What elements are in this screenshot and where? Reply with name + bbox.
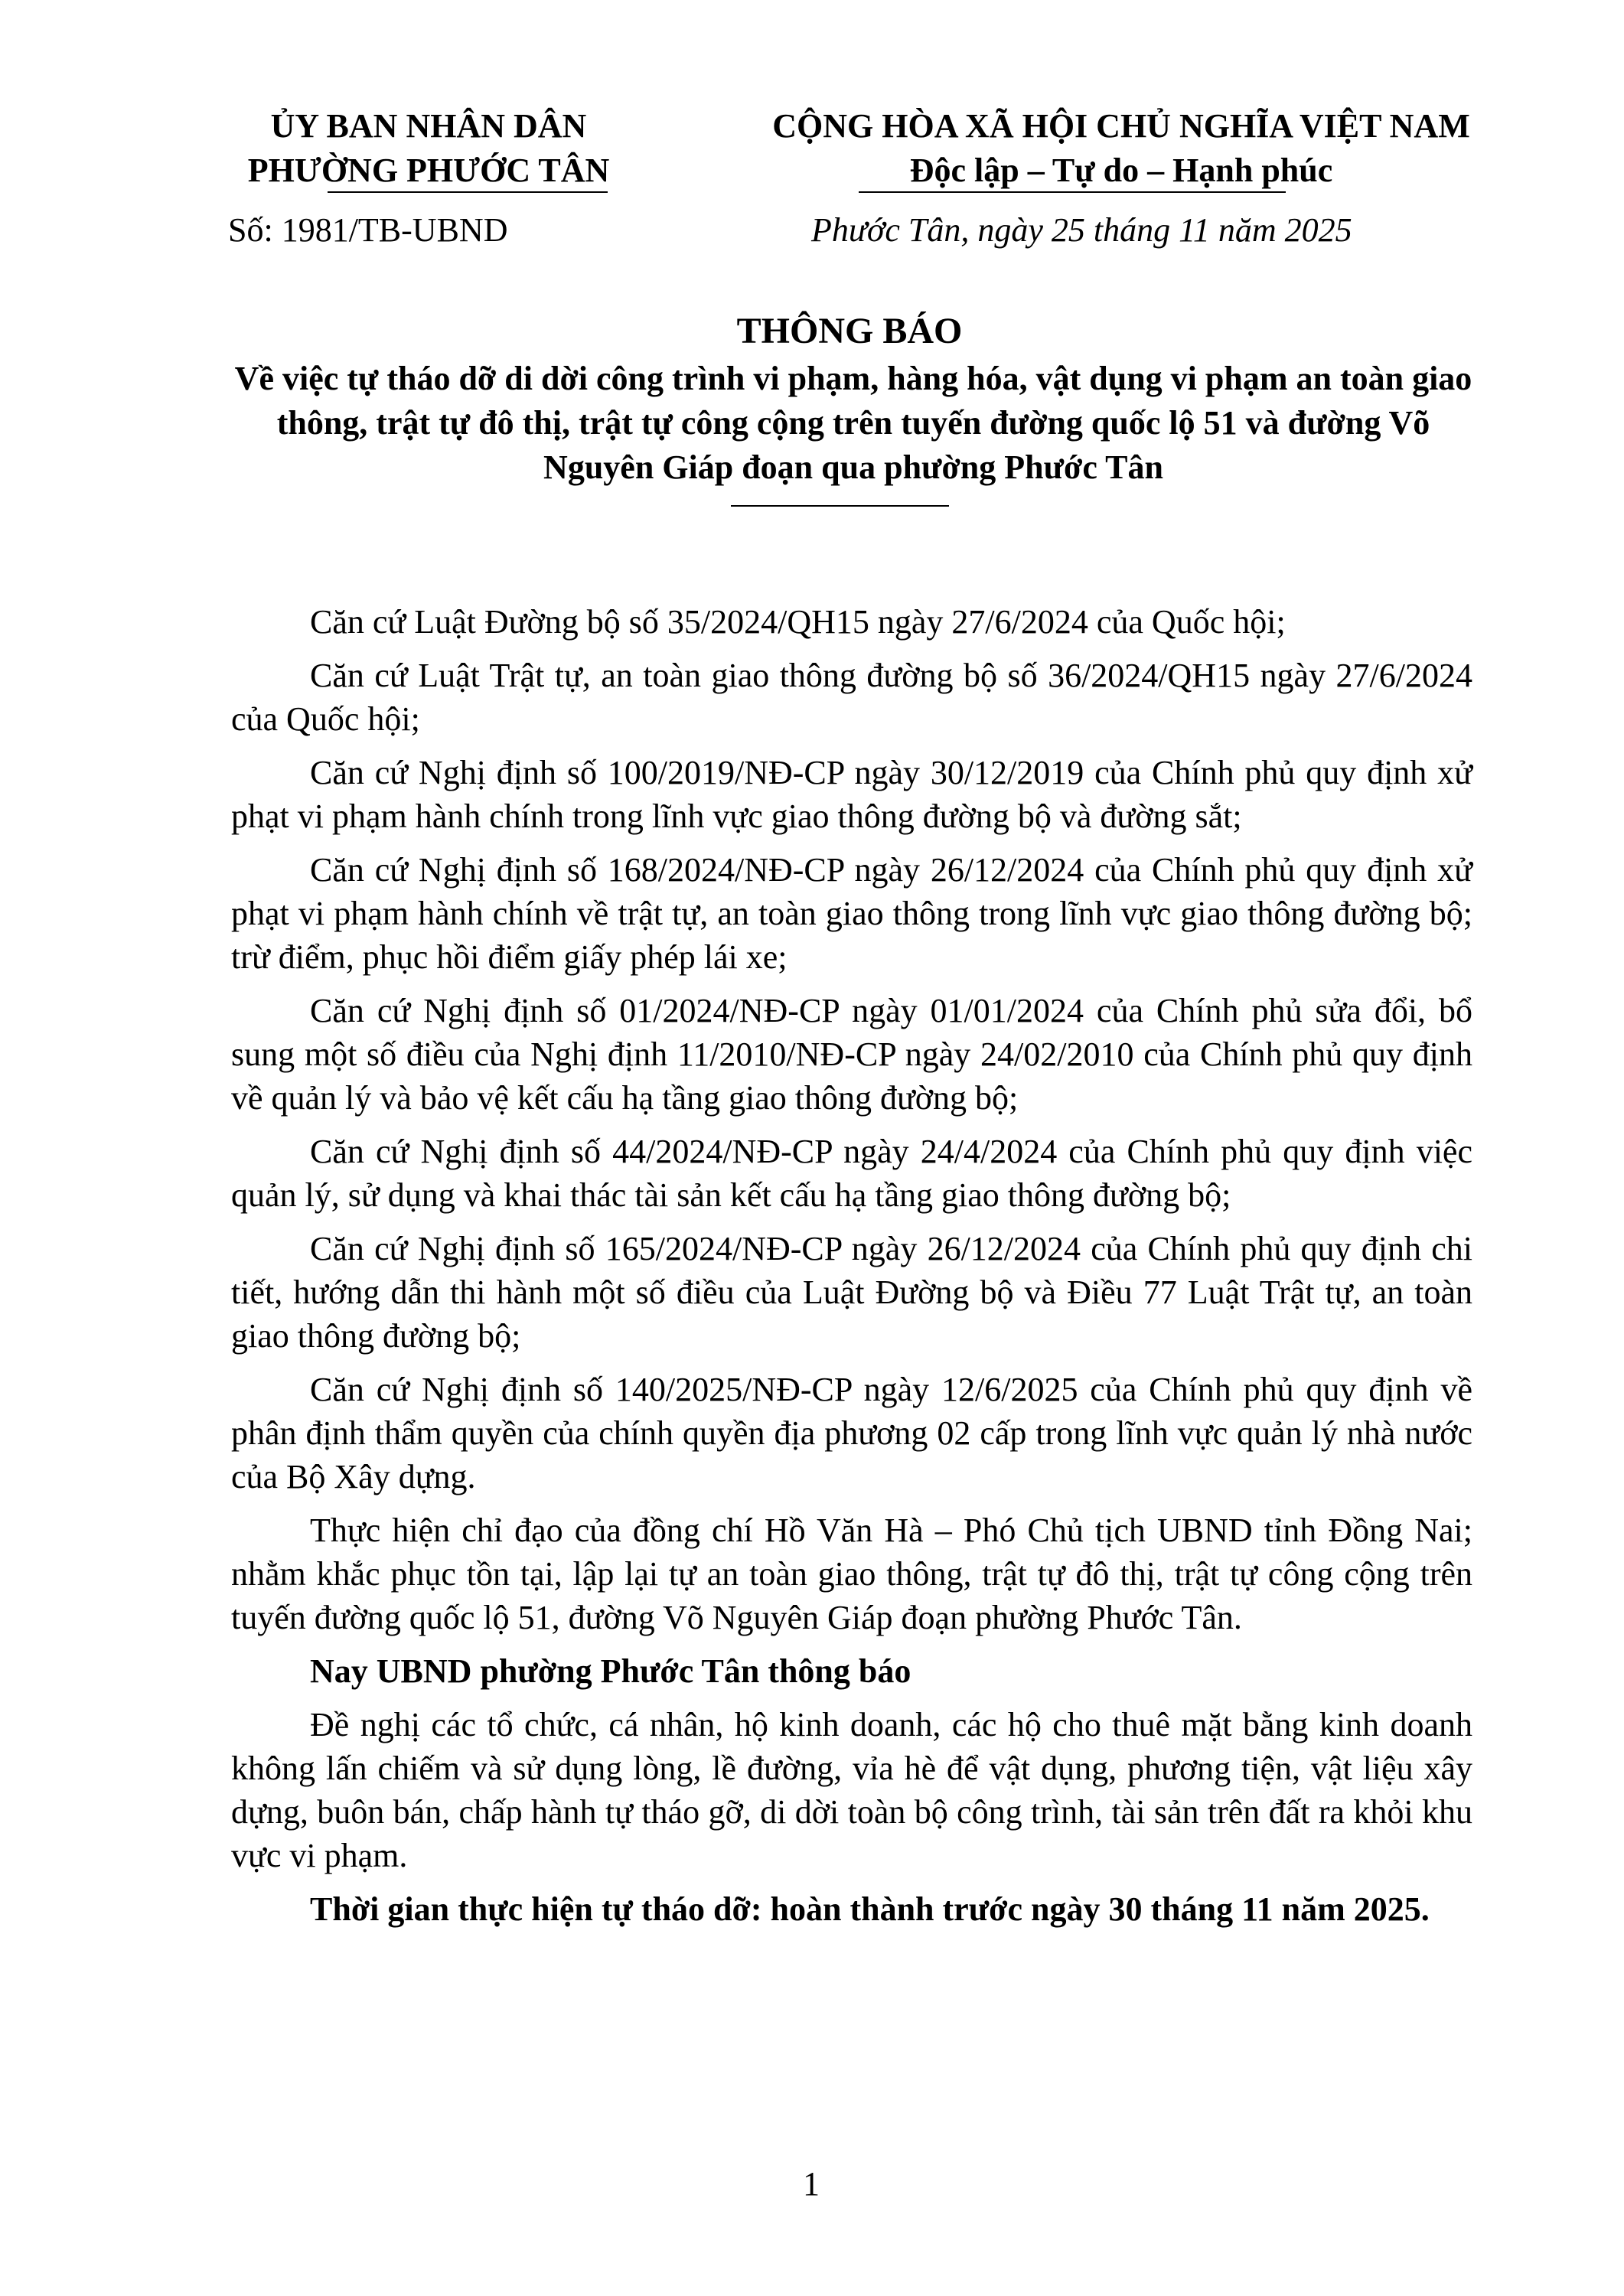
legal-basis-paragraph: Căn cứ Nghị định số 100/2019/NĐ-CP ngày 30/12/2019 của Chính phủ quy định xử phạt vi phạm hành chính trong lĩnh vực giao thông đường bộ và đường sắt; — [231, 754, 1472, 835]
authority-underline — [328, 191, 608, 193]
place-date: Phước Tân, ngày 25 tháng 11 năm 2025 — [811, 211, 1352, 249]
subject-underline — [731, 505, 949, 507]
legal-basis-paragraph: Căn cứ Nghị định số 140/2025/NĐ-CP ngày 12/6/2025 của Chính phủ quy định về phân định thẩm quyền của chính quyền địa phương 02 cấp trong lĩnh vực quản lý nhà nước của Bộ Xây dựng. — [231, 1371, 1472, 1495]
deadline-paragraph: Thời gian thực hiện tự tháo dỡ: hoàn thành trước ngày 30 tháng 11 năm 2025. — [310, 1890, 1430, 1928]
legal-basis-paragraph: Căn cứ Nghị định số 168/2024/NĐ-CP ngày 26/12/2024 của Chính phủ quy định xử phạt vi phạm hành chính về trật tự, an toàn giao thông trong lĩnh vực giao thông đường bộ; trừ điểm, phục hồi điểm giấy phép lái xe; — [231, 851, 1472, 976]
authority-line-1: ỦY BAN NHÂN DÂN — [270, 107, 587, 145]
legal-basis-paragraph: Căn cứ Nghị định số 01/2024/NĐ-CP ngày 01/01/2024 của Chính phủ sửa đổi, bổ sung một số điều của Nghị định 11/2010/NĐ-CP ngày 24/02/2010 của Chính phủ quy định về quản lý và bảo vệ kết cấu hạ tầng giao thông đường bộ; — [231, 992, 1472, 1117]
authority-line-2: PHƯỜNG PHƯỚC TÂN — [247, 152, 610, 189]
request-paragraph: Đề nghị các tổ chức, cá nhân, hộ kinh doanh, các hộ cho thuê mặt bằng kinh doanh không lấn chiếm và sử dụng lòng, lề đường, vỉa hè để vật dụng, phương tiện, vật liệu xây dựng, buôn bán, chấp hành tự tháo gỡ, di dời toàn bộ công trình, tài sản trên đất ra khỏi khu vực vi phạm. — [231, 1706, 1472, 1874]
document-title: THÔNG BÁO — [736, 311, 963, 351]
national-name: CỘNG HÒA XÃ HỘI CHỦ NGHĨA VIỆT NAM — [772, 107, 1470, 145]
document-body — [231, 600, 1472, 1941]
announce-heading: Nay UBND phường Phước Tân thông báo — [310, 1652, 911, 1690]
legal-basis-paragraph: Căn cứ Nghị định số 165/2024/NĐ-CP ngày 26/12/2024 của Chính phủ quy định chi tiết, hướng dẫn thi hành một số điều của Luật Đường bộ và Điều 77 Luật Trật tự, an toàn giao thông đường bộ; — [231, 1230, 1472, 1355]
legal-basis-paragraph: Căn cứ Luật Đường bộ số 35/2024/QH15 ngày 27/6/2024 của Quốc hội; — [310, 603, 1286, 641]
document-subject: Về việc tự tháo dỡ di dời công trình vi phạm, hàng hóa, vật dụng vi phạm an toàn giao thông, trật tự đô thị, trật tự công cộng trên tuyến đường quốc lộ 51 và đường Võ Nguyên Giáp đoạn qua phường Phước Tân — [234, 360, 1472, 486]
legal-basis-paragraph: Căn cứ Nghị định số 44/2024/NĐ-CP ngày 24/4/2024 của Chính phủ quy định việc quản lý, sử dụng và khai thác tài sản kết cấu hạ tầng giao thông đường bộ; — [231, 1133, 1472, 1214]
national-motto: Độc lập – Tự do – Hạnh phúc — [909, 152, 1333, 189]
page-number: 1 — [803, 2165, 820, 2203]
issuing-authority — [184, 104, 673, 193]
document-number: Số: 1981/TB-UBND — [228, 211, 508, 249]
legal-basis-paragraph: Căn cứ Luật Trật tự, an toàn giao thông đường bộ số 36/2024/QH15 ngày 27/6/2024 của Quốc hội; — [231, 657, 1472, 738]
motto-underline — [859, 191, 1286, 193]
directive-paragraph: Thực hiện chỉ đạo của đồng chí Hồ Văn Hà – Phó Chủ tịch UBND tỉnh Đồng Nai; nhằm khắc phục tồn tại, lập lại tự an toàn giao thông, trật tự đô thị, trật tự công cộng trên tuyến đường quốc lộ 51, đường Võ Nguyên Giáp đoạn phường Phước Tân. — [231, 1512, 1472, 1636]
national-title — [673, 104, 1569, 193]
